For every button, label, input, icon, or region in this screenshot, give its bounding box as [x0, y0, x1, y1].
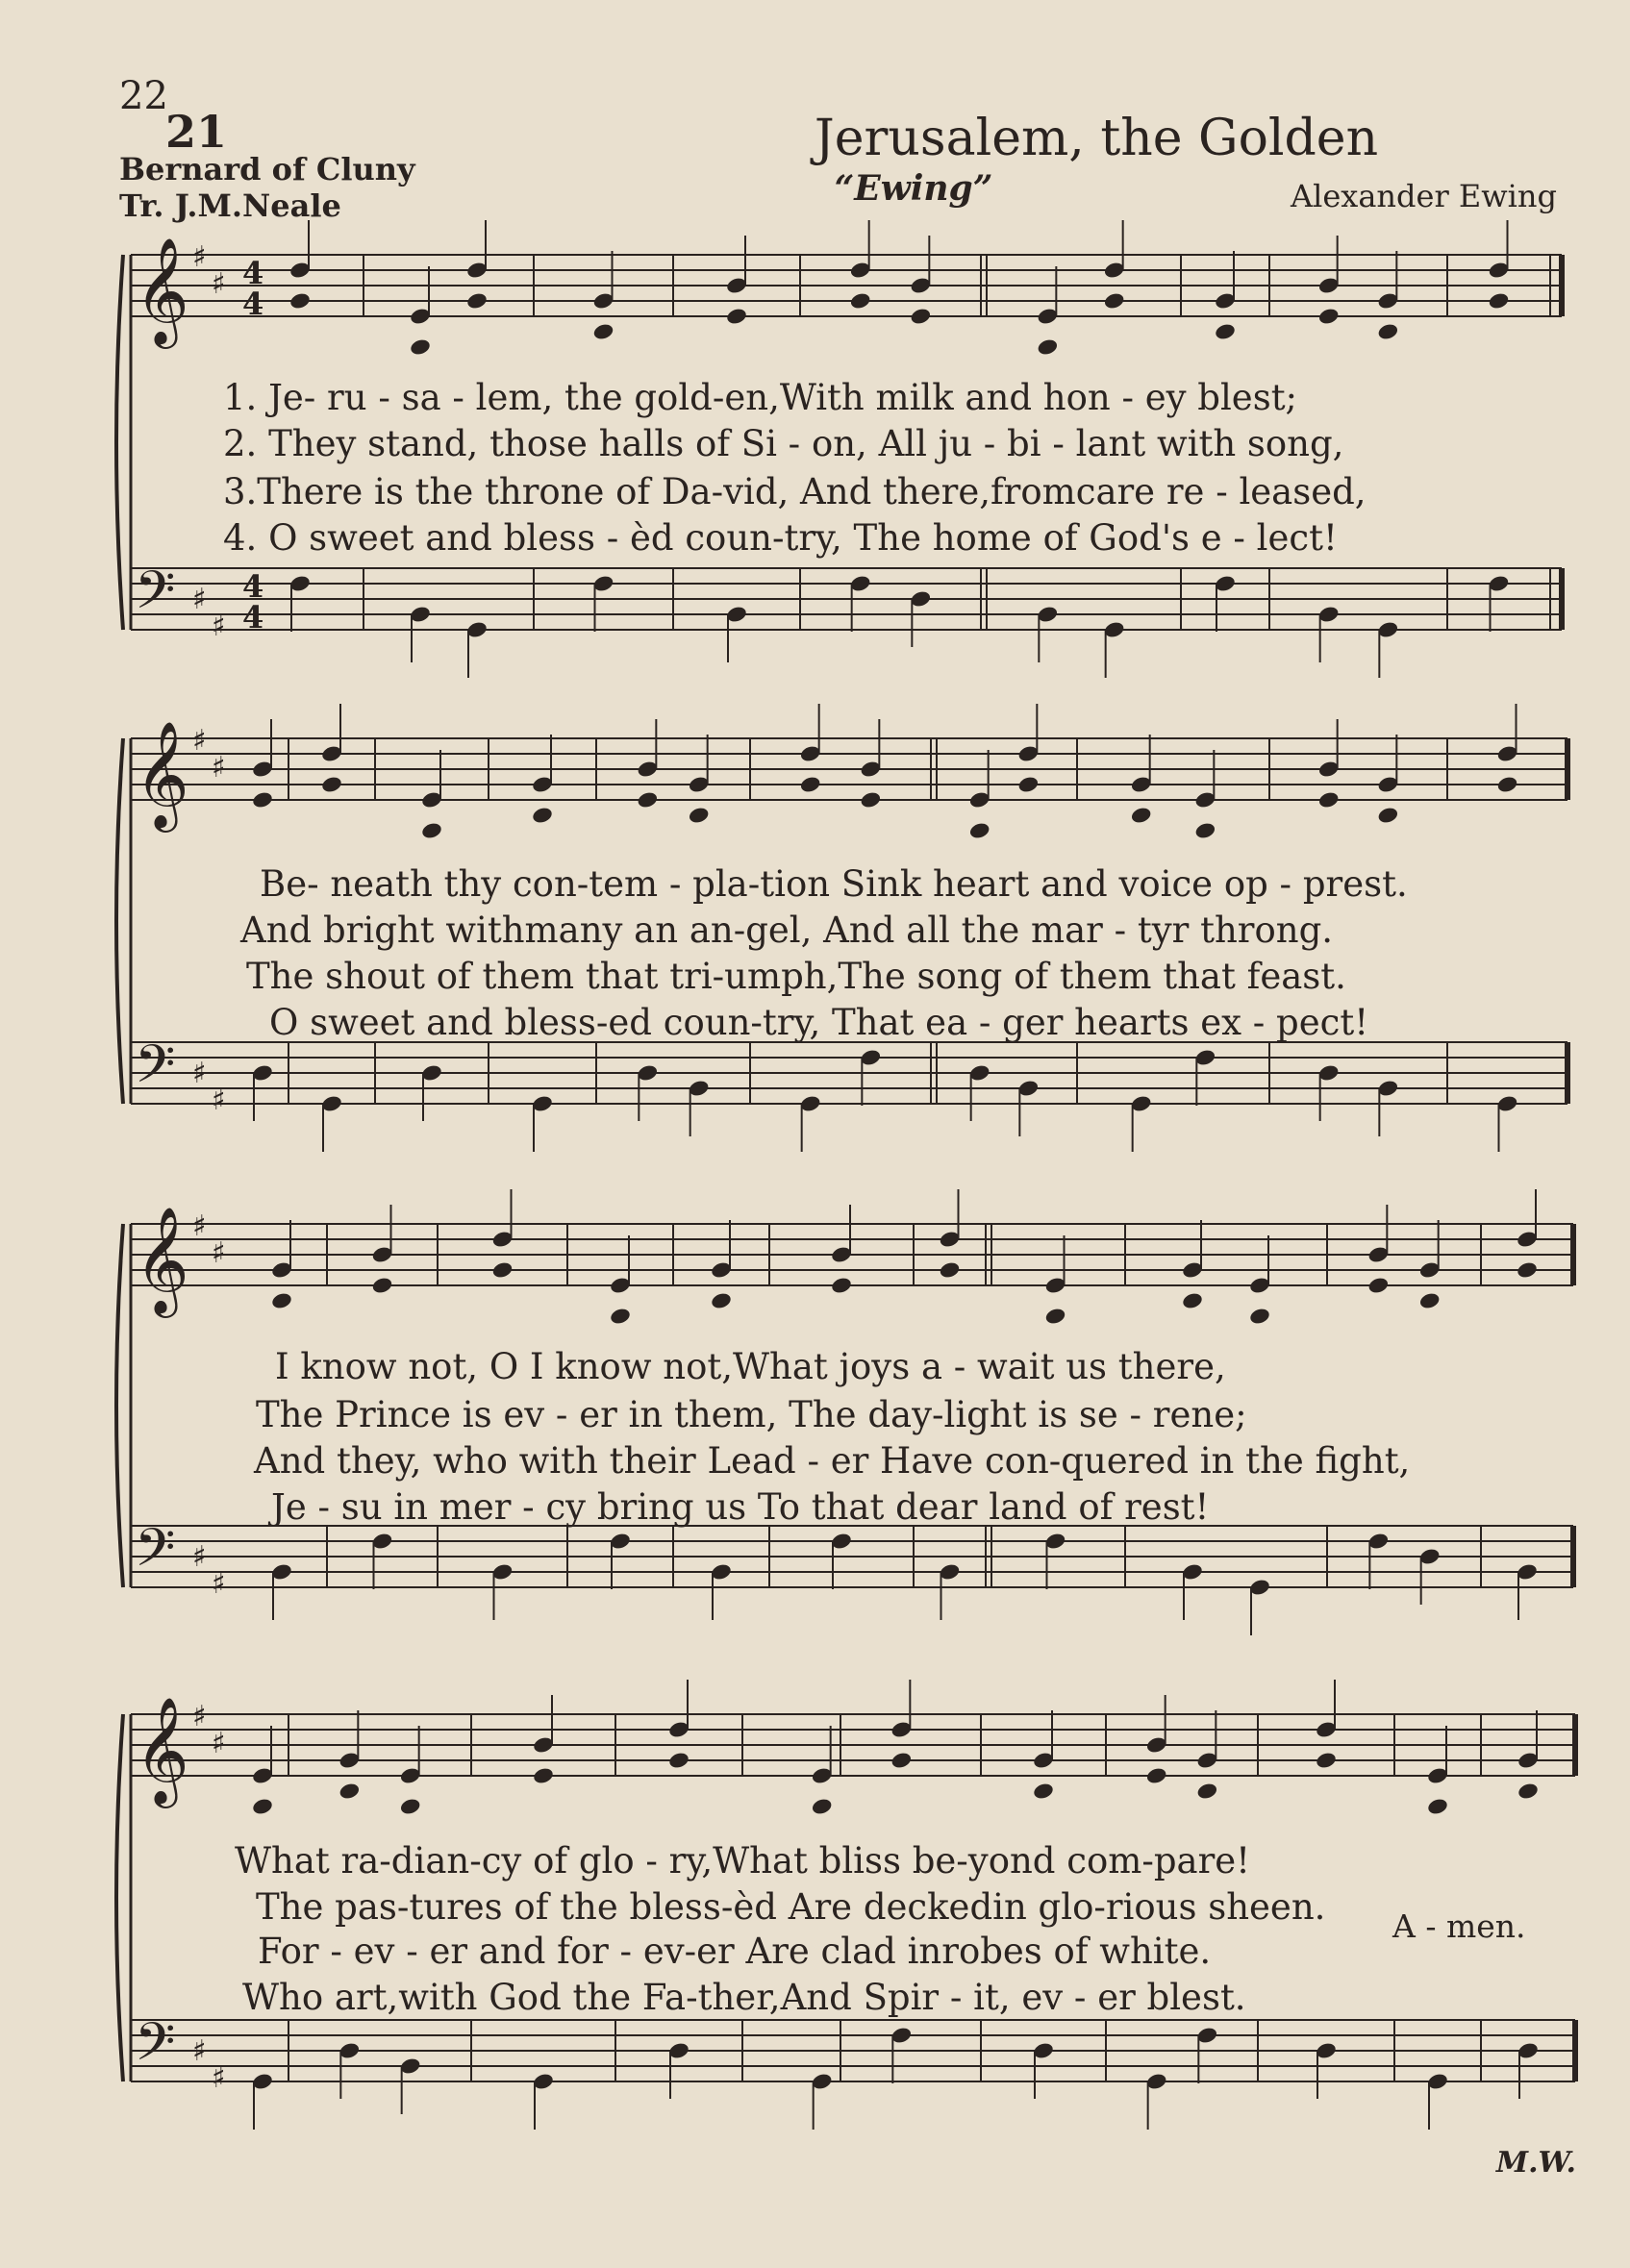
note-head: [531, 806, 554, 825]
sharp-sign: ♯: [192, 1057, 207, 1090]
treble-clef: 𝄞: [135, 1206, 189, 1313]
note-head: [1196, 1782, 1219, 1801]
translator: Tr. J.M.Neale: [119, 187, 341, 224]
verse-1-1: 1. Je- ru - sa - lem, the gold-en,With milk and hon - ey blest;: [223, 377, 1298, 418]
note-head: [637, 790, 660, 810]
sharp-sign: ♯: [192, 240, 207, 274]
treble-clef: 𝄞: [135, 720, 189, 828]
verse-3-2: The Prince is ev - er in them, The day-light is se - rene;: [256, 1394, 1247, 1435]
note-head: [910, 307, 933, 326]
note-head: [1017, 775, 1041, 794]
note-head: [1032, 1782, 1055, 1801]
note-head: [799, 775, 822, 794]
note-head: [1248, 1307, 1271, 1326]
note-head: [890, 1751, 914, 1770]
note-head: [371, 1276, 394, 1295]
note-head: [1103, 291, 1126, 311]
verse-2-2: And bright withmany an an-gel, And all the mar - tyr throng.: [240, 910, 1334, 951]
note-head: [830, 1276, 853, 1295]
note-head: [688, 806, 711, 825]
verse-2-3: The shout of them that tri-umph,The song of them that feast.: [246, 956, 1346, 997]
bass-clef: 𝄢: [135, 1517, 176, 1591]
note-head: [465, 291, 489, 311]
note-head: [1377, 322, 1400, 341]
sharp-sign: ♯: [192, 2034, 207, 2068]
sharp-sign: ♯: [192, 724, 207, 758]
hymn-number: 21: [165, 106, 228, 158]
verse-4-2: The pas-tures of the bless-èd Are deckedin glo-rious sheen.: [256, 1886, 1326, 1928]
system-brace: [116, 738, 123, 1104]
note-head: [710, 1291, 733, 1310]
note-head: [667, 1751, 690, 1770]
sharp-sign: ♯: [192, 1700, 207, 1733]
note-head: [811, 1797, 834, 1816]
note-head: [288, 291, 312, 311]
note-head: [1037, 337, 1060, 357]
note-head: [1317, 307, 1341, 326]
note-head: [339, 1782, 362, 1801]
note-head: [270, 1291, 293, 1310]
verse-3-1: I know not, O I know not,What joys a - wait us there,: [275, 1346, 1226, 1387]
note-head: [532, 1766, 555, 1785]
note-head: [939, 1260, 962, 1280]
treble-clef: 𝄞: [135, 1696, 189, 1804]
note-head: [1130, 806, 1153, 825]
tune-name: “Ewing”: [834, 168, 993, 209]
sharp-sign: ♯: [212, 1084, 226, 1117]
sharp-sign: ♯: [192, 1209, 207, 1243]
verse-3-3: And they, who with their Lead - er Have con-quered in the fight,: [254, 1440, 1411, 1482]
note-head: [1181, 1291, 1204, 1310]
note-head: [1214, 322, 1237, 341]
treble-clef: 𝄞: [135, 237, 189, 344]
note-head: [1496, 775, 1519, 794]
verse-1-4: 4. O sweet and bless - èd coun-try, The home of God's e - lect!: [223, 517, 1338, 559]
composer: Alexander Ewing: [1291, 178, 1557, 214]
verse-2-1: Be- neath thy con-tem - pla-tion Sink heart and voice op - prest.: [260, 863, 1408, 905]
note-head: [849, 291, 872, 311]
note-head: [1044, 1307, 1067, 1326]
verse-1-2: 2. They stand, those halls of Si - on, All ju - bi - lant with song,: [223, 423, 1344, 464]
sharp-sign: ♯: [212, 1236, 226, 1270]
note-head: [1317, 790, 1341, 810]
time-signature: 4: [242, 286, 264, 322]
note-head: [609, 1307, 632, 1326]
bass-clef: 𝄢: [135, 2011, 176, 2085]
sharp-sign: ♯: [212, 751, 226, 785]
note-head: [725, 307, 748, 326]
verse-4-3: For - ev - er and for - ev-er Are clad inrobes of white.: [258, 1931, 1212, 1972]
sharp-sign: ♯: [212, 267, 226, 301]
hymn-title: Jerusalem, the Golden: [814, 110, 1379, 167]
time-signature: 4: [242, 255, 264, 291]
system-brace: [116, 1224, 123, 1587]
author: Bernard of Cluny: [119, 151, 415, 187]
note-head: [251, 1797, 274, 1816]
sharp-sign: ♯: [212, 610, 226, 643]
sharp-sign: ♯: [192, 1540, 207, 1574]
sharp-sign: ♯: [192, 583, 207, 616]
note-head: [320, 775, 343, 794]
system-brace: [116, 255, 123, 630]
note-head: [1145, 1766, 1168, 1785]
note-head: [251, 790, 274, 810]
note-head: [420, 821, 443, 840]
note-head: [409, 337, 432, 357]
note-head: [1488, 291, 1511, 311]
verse-1-3: 3.There is the throne of Da-vid, And there,fromcare re - leased,: [223, 471, 1367, 512]
note-head: [399, 1797, 422, 1816]
note-head: [1426, 1797, 1449, 1816]
sharp-sign: ♯: [212, 1727, 226, 1760]
note-head: [491, 1260, 514, 1280]
bass-clef: 𝄢: [135, 560, 176, 634]
verse-4-1: What ra-dian-cy of glo - ry,What bliss be-yond com-pare!: [235, 1840, 1251, 1882]
verse-2-4: O sweet and bless-ed coun-try, That ea - ger hearts ex - pect!: [269, 1002, 1369, 1043]
sharp-sign: ♯: [212, 2061, 226, 2095]
system-brace: [116, 1714, 123, 2081]
time-signature: 4: [242, 599, 264, 636]
bass-clef: 𝄢: [135, 1034, 176, 1108]
note-head: [968, 821, 991, 840]
note-head: [1377, 806, 1400, 825]
note-head: [1194, 821, 1217, 840]
note-head: [1418, 1291, 1442, 1310]
music-editor-initials: M.W.: [1495, 2146, 1576, 2180]
note-head: [1367, 1276, 1391, 1295]
sharp-sign: ♯: [212, 1567, 226, 1601]
verse-4-4: Who art,with God the Fa-ther,And Spir - it, ev - er blest.: [242, 1977, 1246, 2018]
time-signature: 4: [242, 568, 264, 605]
note-head: [1516, 1260, 1539, 1280]
amen: A - men.: [1392, 1907, 1526, 1945]
page-number: 22: [119, 74, 168, 118]
note-head: [860, 790, 883, 810]
note-head: [1517, 1782, 1540, 1801]
verse-3-4: Je - su in mer - cy bring us To that dear land of rest!: [271, 1486, 1210, 1528]
note-head: [592, 322, 615, 341]
note-head: [1315, 1751, 1338, 1770]
